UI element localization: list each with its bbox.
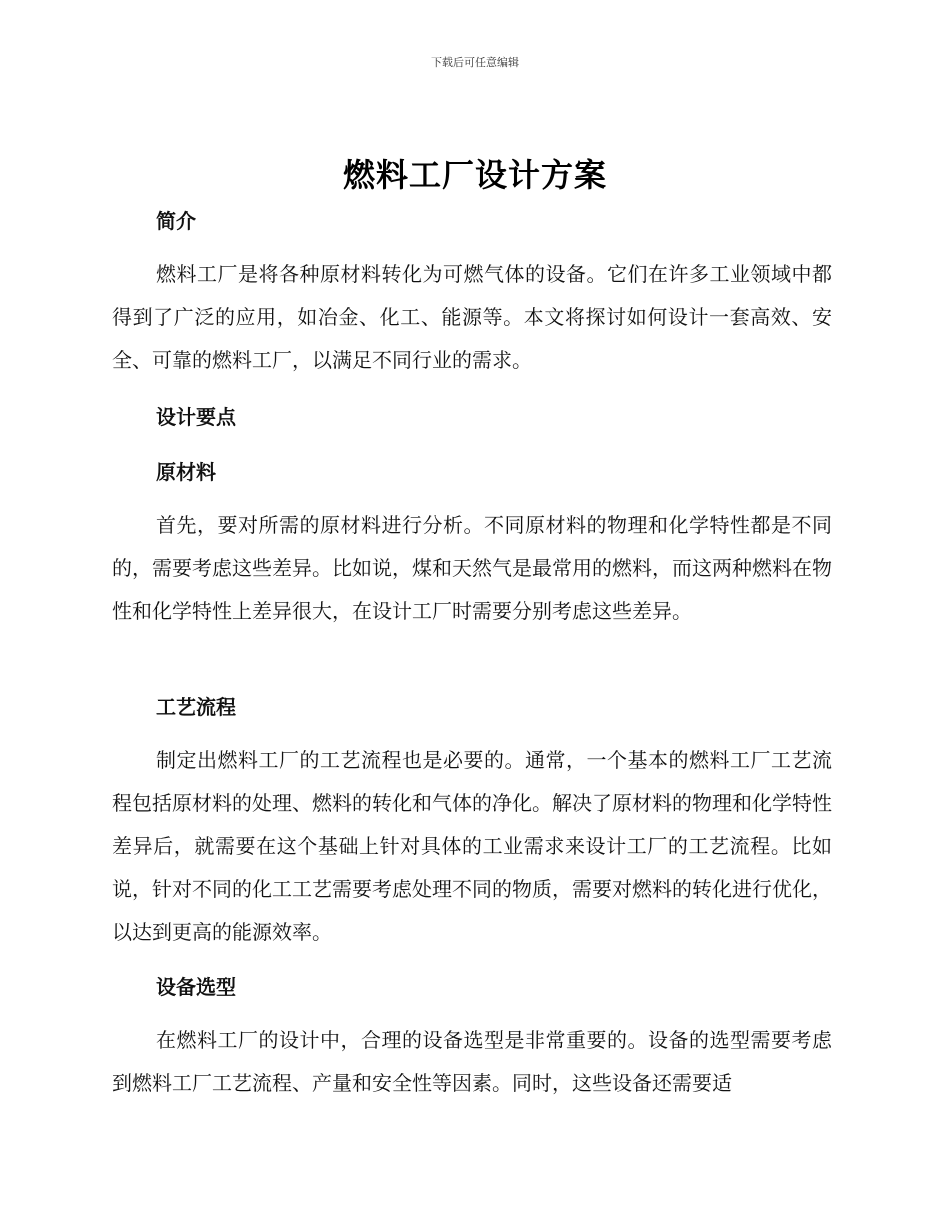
paragraph-intro: 燃料工厂是将各种原材料转化为可燃气体的设备。它们在许多工业领域中都得到了广泛的应用，如冶金、化工、能源等。本文将探讨如何设计一套高效、安全、可靠的燃料工厂，以满足不同行业的需求。	[112, 262, 832, 372]
page-header-note: 下载后可任意编辑	[431, 56, 519, 69]
paragraph-raw-materials: 首先，要对所需的原材料进行分析。不同原材料的物理和化学特性都是不同的，需要考虑这些差异。比如说，煤和天然气是最常用的燃料，而这两种燃料在物性和化学特性上差异很大，在设计工厂时需要分别考虑这些差异。	[112, 513, 832, 623]
section-heading-equipment-selection: 设备选型	[156, 975, 236, 999]
section-heading-raw-materials: 原材料	[156, 460, 216, 484]
section-heading-intro: 简介	[156, 209, 196, 233]
section-heading-design-points: 设计要点	[156, 405, 236, 429]
paragraph-equipment-selection: 在燃料工厂的设计中，合理的设备选型是非常重要的。设备的选型需要考虑到燃料工厂工艺流程、产量和安全性等因素。同时，这些设备还需要适	[112, 1028, 832, 1095]
paragraph-process-flow: 制定出燃料工厂的工艺流程也是必要的。通常，一个基本的燃料工厂工艺流程包括原材料的处理、燃料的转化和气体的净化。解决了原材料的物理和化学特性差异后，就需要在这个基础上针对具体的工业需求来设计工厂的工艺流程。比如说，针对不同的化工工艺需要考虑处理不同的物质，需要对燃料的转化进行优化，以达到更高的能源效率。	[112, 748, 832, 944]
document-title: 燃料工厂设计方案	[342, 156, 607, 194]
section-heading-process-flow: 工艺流程	[156, 695, 236, 719]
